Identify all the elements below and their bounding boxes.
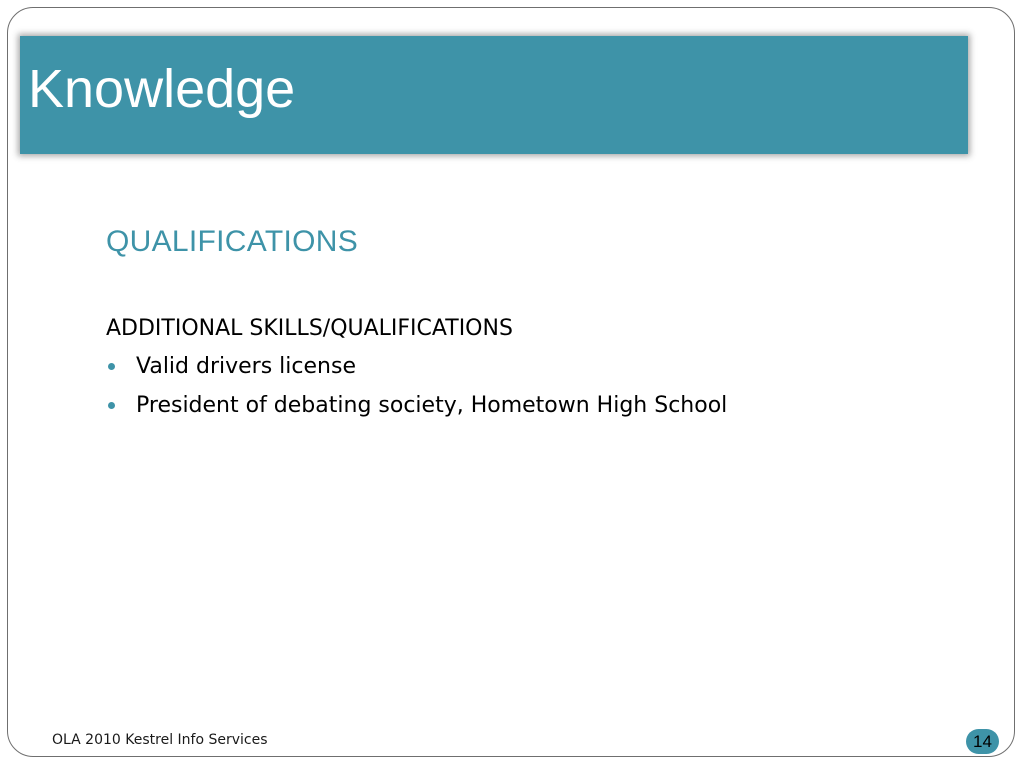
bullet-icon <box>108 363 115 370</box>
list-item <box>106 391 946 421</box>
title-bar <box>20 36 968 154</box>
footer-text: OLA 2010 Kestrel Info Services <box>52 732 268 748</box>
bullet-text: President of debating society, Hometown High School <box>136 393 728 418</box>
section-heading: QUALIFICATIONS <box>106 225 359 258</box>
slide-content <box>106 222 946 430</box>
bullet-text: Valid drivers license <box>136 354 356 379</box>
slide-title: Knowledge <box>28 59 296 119</box>
bullet-list <box>106 352 946 421</box>
subheading: ADDITIONAL SKILLS/QUALIFICATIONS <box>106 316 513 341</box>
bullet-icon <box>108 402 115 409</box>
page-number-badge: 14 <box>966 729 999 754</box>
list-item <box>106 352 946 382</box>
